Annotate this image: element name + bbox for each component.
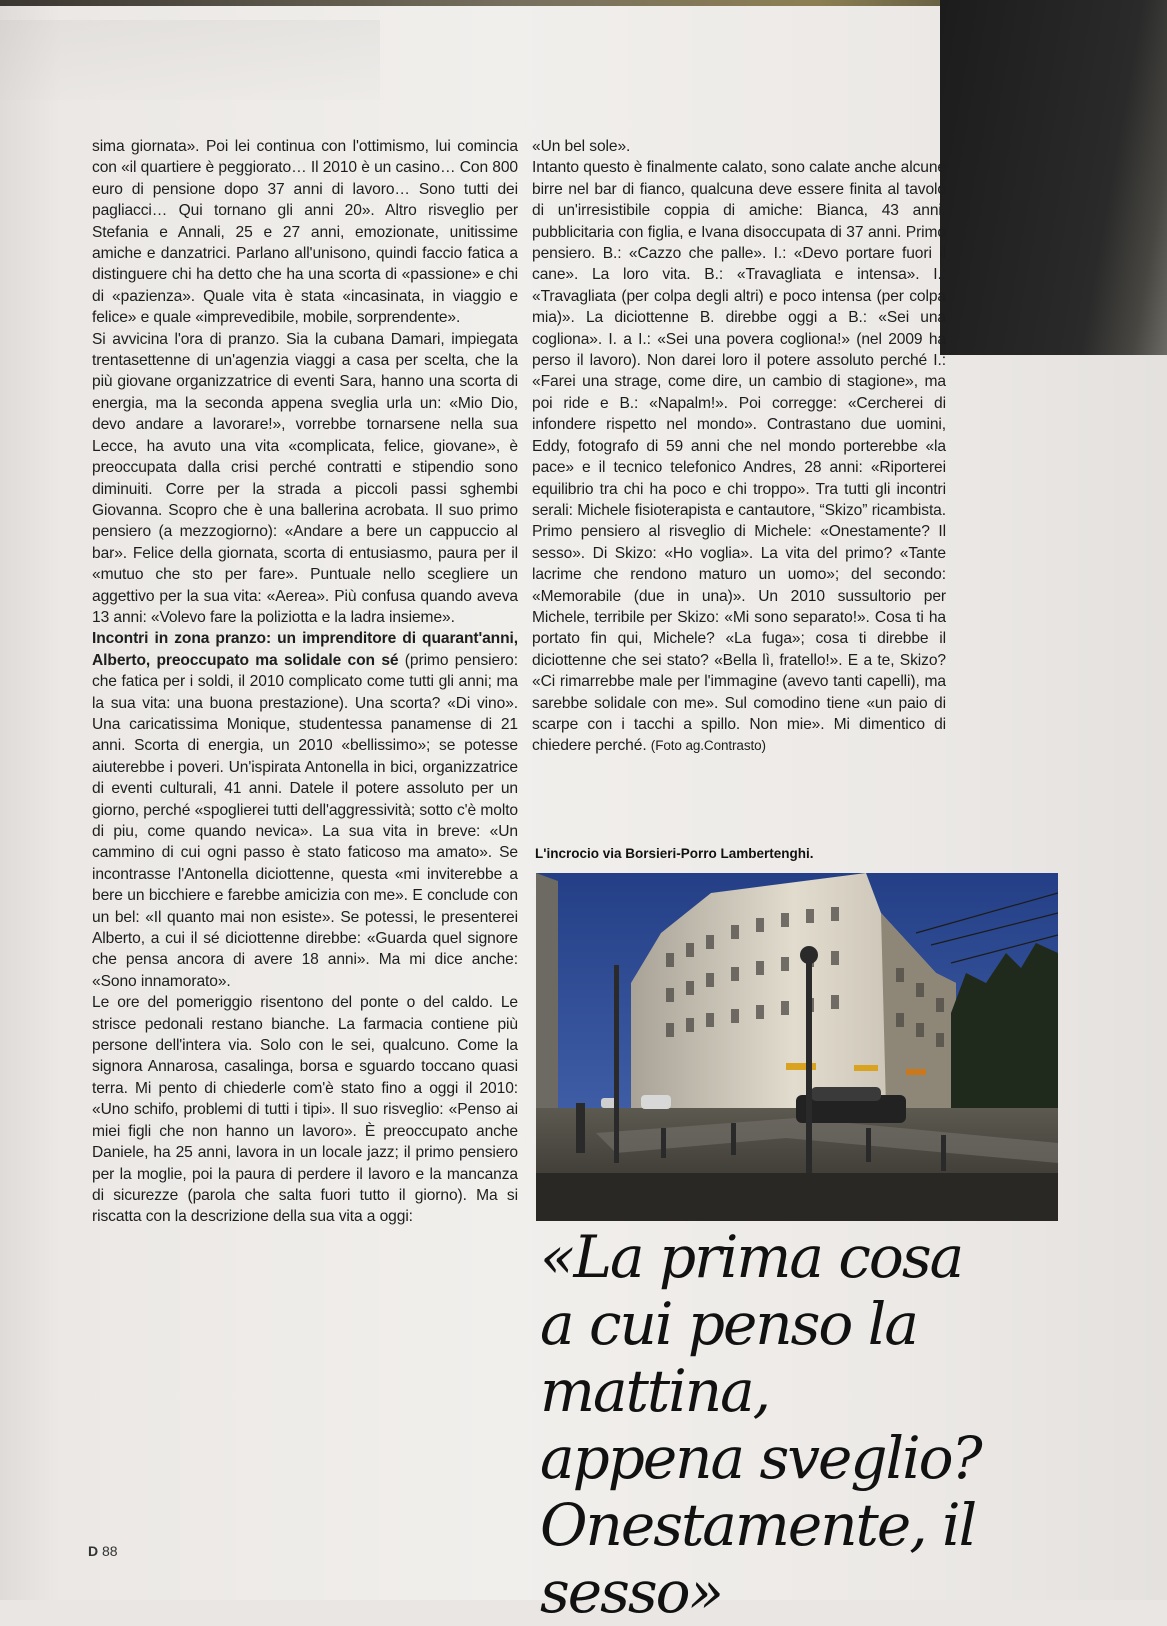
pull-quote-line: «La prima cosa xyxy=(540,1223,963,1291)
pull-quote xyxy=(540,1224,1080,1626)
paragraph: «Un bel sole». xyxy=(532,138,631,155)
photo-caption: L'incrocio via Borsieri-Porro Lambertenghi. xyxy=(535,846,814,861)
facing-page-dark-corner xyxy=(940,0,1167,355)
lunch-body: (primo pensiero: che fatica per i soldi, il 2010 complicato come tutti gli anni; ma la sua vita: una buona prestazione). Una scorta? «Di vino». Una caricatissima Monique, studentessa panamense di 21 anni. Scorta di energia, un 2010 «bellissimo»; se potesse aiuterebbe i poveri. Un'ispirata Antonella in bici, organizzatrice di eventi culturali, 41 anni. Datele il potere assoluto per un giorno, perché «spoglierei tutti dell'aggressività; sotto c'è molto di piu, come quando nevica». La sua vita in breve: «Un cammino di cui ogni passo è stato faticoso ma amato». Se incontrasse l'Antonella diciottenne, questa «mi inviterebbe a bere un bicchiere e farebbe amicizia con me». E conclude con un bel: «Il quanto mai non esiste». Se potessi, le presenterei Alberto, a cui il sé diciottenne direbbe: «Guarda quel signore che pensa ancora di avere 18 anni». Ma mi dice anche: «Sono innamorato». xyxy=(92,651,518,990)
paragraph: Si avvicina l'ora di pranzo. Sia la cubana Damari, impiegata trentasettenne di un'agenzia viaggi a casa per scelta, che la più giovane organizzatrice di eventi Sara, hanno una scorta di energia, ma la seconda appena sveglia urla un: «Mio Dio, devo andare a lavorare!», vorrebbe tornarsene nella sua Lecce, ha avuto una vita «complicata, felice, giovane», è preoccupata dalla crisi perché contratti e stipendio sono diminuiti. Corre per la strada a piccoli passi sghembi Giovanna. Scopro che è una ballerina acrobata. Il suo primo pensiero (a mezzogiorno): «Andare a bere un cappuccio al bar». Felice della giornata, scorta di entusiasmo, paura per il «mutuo che sto per fare». Puntuale nello scegliere un aggettivo per la sua vita: «Aerea». Più confusa quando aveva 13 anni: «Volevo fare la poliziotta e la ladra insieme». xyxy=(92,330,518,626)
paragraph: sima giornata». Poi lei continua con l'ottimismo, lui comincia con «il quartiere è peggiorato… Il 2010 è un casino… Con 800 euro di pensione dopo 37 anni di lavoro… Sono tutti dei pagliacci… Qui tornano gli anni 20». Altro risveglio per Stefania e Annali, 25 e 27 anni, emozionate, unitissime amiche e danzatrici. Parlano all'unisono, quindi faccio fatica a distinguere chi ha detto che ha una scorta di «passione» e chi di «pazienza». Quale vita è stata «incasinata, in viaggio e felice» e quale «imprevedibile, mobile, sorprendente». xyxy=(92,138,518,327)
pull-quote-line: appena sveglio? xyxy=(540,1424,981,1492)
paragraph: Le ore del pomeriggio risentono del ponte o del caldo. Le strisce pedonali restano bianche. La farmacia contiene più persone dell'intera via. Solo con le sei, qualcuno. Come la signora Annarosa, casalinga, borsa e sguardo toccano quasi terra. Mi pento di chiederle com'è stato fino a oggi il 2010: «Uno schifo, problemi di tutti i tipi». Il suo risveglio: «Penso ai miei figli che non hanno un lavoro». È preoccupato anche Daniele, ha 25 anni, lavora in un locale jazz; il primo pensiero per la moglie, poi la paura di perdere il lavoro e la mancanza di sicurezze (parola che salta fuori tutto il giorno). Ma si riscatta con la descrizione della sua vita a oggi: xyxy=(92,994,518,1226)
article-column-left xyxy=(92,136,518,1228)
page-number: 88 xyxy=(102,1543,118,1559)
article-column-right xyxy=(532,136,946,757)
street-photo xyxy=(536,873,1058,1221)
lunch-lead-bold: Incontri in zona pranzo: un imprenditore di quarant'anni, Alberto, preoccupato ma solidale con sé xyxy=(92,630,518,669)
paragraph-evening xyxy=(532,157,946,756)
pull-quote-line: a cui penso la mattina, xyxy=(540,1290,917,1425)
paragraph-lunch xyxy=(92,628,518,992)
magazine-initial: D xyxy=(88,1543,99,1559)
evening-body: Intanto questo è finalmente calato, sono calate anche alcune birre nel bar di fianco, qualcuna deve essere finita al tavolo di un'irresistibile coppia di amiche: Bianca, 43 anni, pubblicitaria con figlia, e Ivana disoccupata di 37 anni. Primo pensiero. B.: «Cazzo che palle». I.: «Devo portare fuori il cane». La loro vita. B.: «Travagliata e intensa». I.: «Travagliata (per colpa degli altri) e poco intensa (per colpa mia)». La diciottenne B. direbbe oggi a B.: «Sei una cogliona». I. a I.: «Sei una povera cogliona!» (nel 2009 ha perso il lavoro). Non darei loro il potere assoluto perché I.: «Farei una strage, come dire, un cambio di stagione», ma poi ride e B.: «Napalm!». Poi corregge: «Cercherei di infondere rispetto nel mondo». Contrastano due uomini, Eddy, fotografo di 59 anni che nel mondo porterebbe «la pace» e il tecnico telefonico Andres, 28 anni: «Riporterei equilibrio tra chi ha poco e chi troppo». Tra tutti gli incontri serali: Michele fisioterapista e cantautore, “Skizo” ricambista. Primo pensiero al risveglio di Michele: «Onestamente? Il sesso». Di Skizo: «Ho voglia». La vita del primo? «Tante lacrime che rendono maturo un uomo»; del secondo: «Memorabile (due in una)». Un 2010 sussultorio per Michele, terribile per Skizo: «Mi sono separato!». Cosa ti ha portato fin qui, Michele? «La fuga»; cosa ti direbbe il diciottenne che sei stato? «Bella lì, fratello!». E a te, Skizo? «Ci rimarrebbe male per l'immagine (avevo tanti capelli), ma sarebbe solidale con me». Sul comodino tiene «un paio di scarpe con i tacchi a spillo. Non mie». Mi dimentico di chiedere perché. xyxy=(532,159,946,755)
street-photo-illustration xyxy=(536,873,1058,1221)
photo-credit: (Foto ag.Contrasto) xyxy=(650,738,766,754)
pull-quote-line: Onestamente, il sesso» xyxy=(540,1491,976,1626)
bleed-through-shadow xyxy=(0,20,380,100)
page-folio xyxy=(88,1543,118,1559)
